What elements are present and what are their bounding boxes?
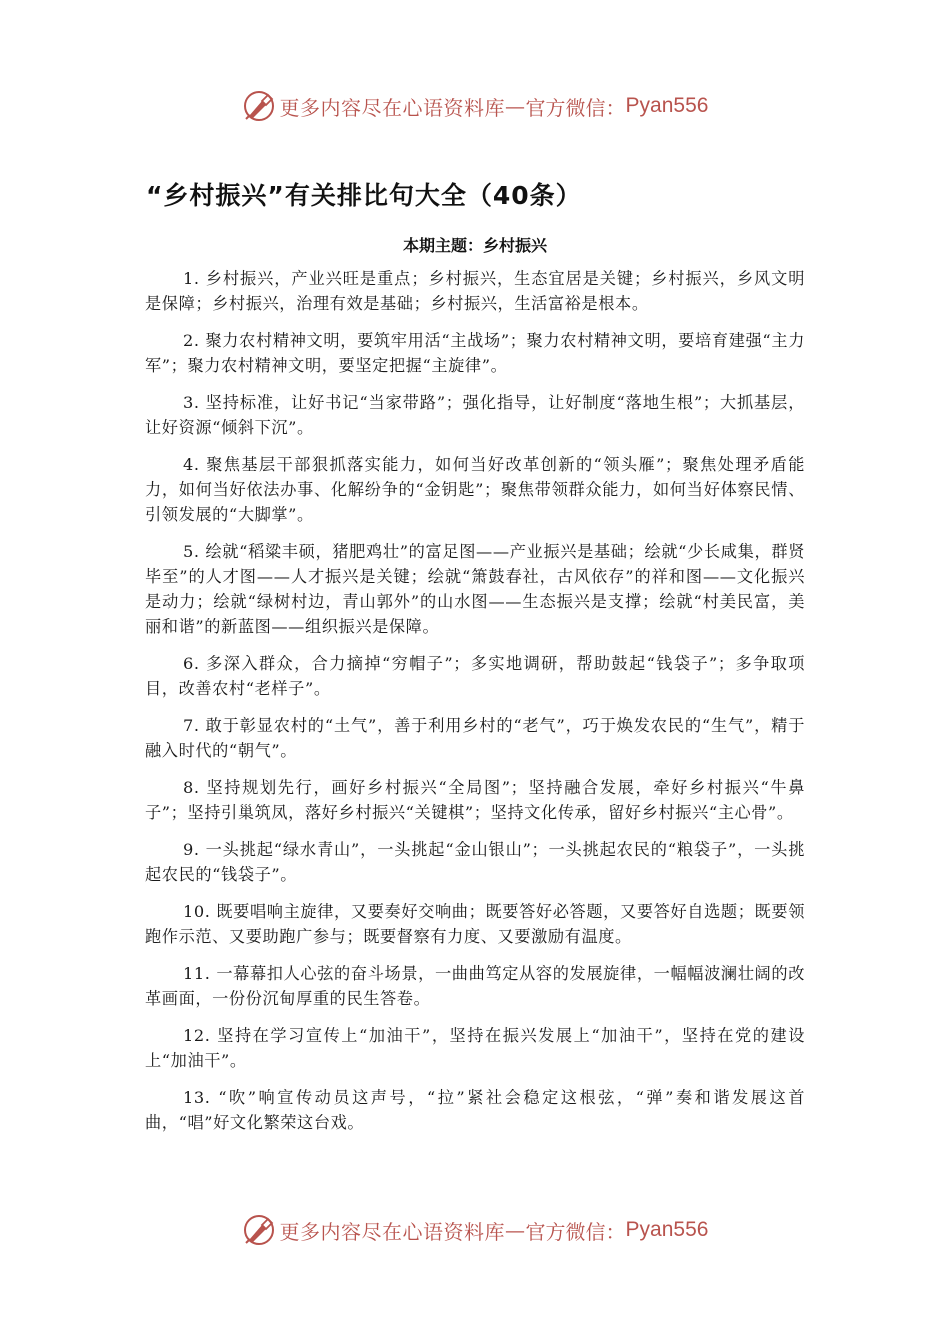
banner-separator: — [505,94,526,118]
list-item: 1. 乡村振兴，产业兴旺是重点；乡村振兴，生态宜居是关键；乡村振兴，乡风文明是保障；乡村振兴，治理有效是基础；乡村振兴，生活富裕是根本。 [145,269,805,313]
banner-wechat-label: 官方微信： [525,1219,626,1244]
list-item: 12. 坚持在学习宣传上“加油干”，坚持在振兴发展上“加油干”，坚持在党的建设上“加油干”。 [145,1026,805,1070]
banner-wechat-id: Pyan556 [625,94,709,117]
banner-text: 更多内容尽在心语资料库 [279,95,506,120]
list-item: 3. 坚持标准，让好书记“当家带路”；强化指导，让好制度“落地生根”；大抓基层，让好资源“倾斜下沉”。 [145,393,805,437]
list-item: 6. 多深入群众，合力摘掉“穷帽子”；多实地调研，帮助鼓起“钱袋子”；多争取项目，改善农村“老样子”。 [145,654,805,698]
list-item: 5. 绘就“稻粱丰硕，猪肥鸡壮”的富足图——产业振兴是基础；绘就“少长咸集，群贤毕至”的人才图——人才振兴是关键；绘就“箫鼓春社，古风依存”的祥和图——文化振兴是动力；绘就“绿树村边，青山郭外”的山水图——生态振兴是支撑；绘就“村美民富，美丽和谐”的新蓝图——组织振兴是保障。 [145,542,805,636]
document-body [145,266,805,1147]
banner-wechat-label: 官方微信： [525,95,626,120]
banner-separator: — [505,1218,526,1242]
list-item: 11. 一幕幕扣人心弦的奋斗场景，一曲曲笃定从容的发展旋律，一幅幅波澜壮阔的改革画面，一份份沉甸厚重的民生答卷。 [145,964,805,1008]
banner-wechat-id: Pyan556 [625,1218,709,1241]
list-item: 8. 坚持规划先行，画好乡村振兴“全局图”；坚持融合发展，牵好乡村振兴“牛鼻子”；坚持引巢筑凤，落好乡村振兴“关键棋”；坚持文化传承，留好乡村振兴“主心骨”。 [145,778,805,822]
list-item: 13. “吹”响宣传动员这声号，“拉”紧社会稳定这根弦，“弹”奏和谐发展这首曲，“唱”好文化繁荣这台戏。 [145,1088,805,1132]
banner-text: 更多内容尽在心语资料库 [279,1219,506,1244]
footer-banner [0,1210,950,1250]
document-subtitle: 本期主题：乡村振兴 [402,236,547,255]
list-item: 10. 既要唱响主旋律，又要奏好交响曲；既要答好必答题，又要答好自选题；既要领跑作示范、又要助跑广参与；既要督察有力度、又要激励有温度。 [145,902,805,946]
list-item: 4. 聚焦基层干部狠抓落实能力，如何当好改革创新的“领头雁”；聚焦处理矛盾能力，如何当好依法办事、化解纷争的“金钥匙”；聚焦带领群众能力，如何当好体察民情、引领发展的“大脚掌”。 [145,455,805,524]
list-item: 2. 聚力农村精神文明，要筑牢用活“主战场”；聚力农村精神文明，要培育建强“主力军”；聚力农村精神文明，要坚定把握“主旋律”。 [145,331,805,375]
header-banner [0,86,950,126]
pen-nib-logo-icon [242,1213,276,1247]
pen-nib-logo-icon [242,89,276,123]
document-title: “乡村振兴”有关排比句大全（40条） [146,181,582,210]
list-item: 9. 一头挑起“绿水青山”，一头挑起“金山银山”；一头挑起农民的“粮袋子”，一头挑起农民的“钱袋子”。 [145,840,805,884]
list-item: 7. 敢于彰显农村的“土气”，善于利用乡村的“老气”，巧于焕发农民的“生气”，精于融入时代的“朝气”。 [145,716,805,760]
